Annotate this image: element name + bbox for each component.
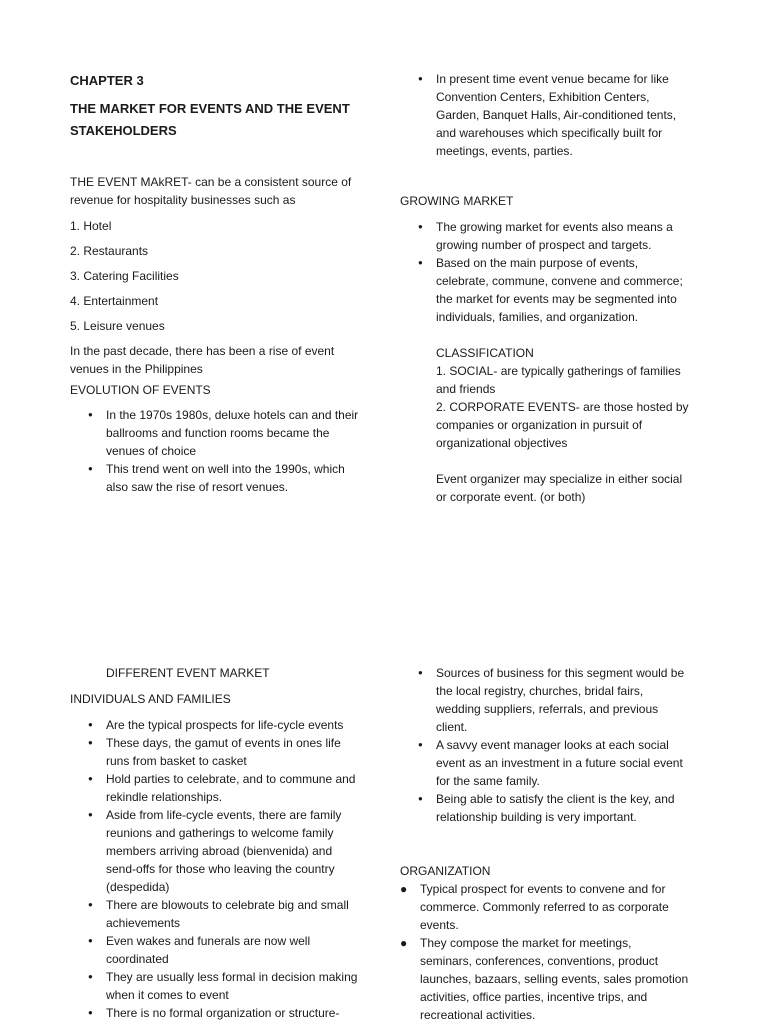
- classification-heading: CLASSIFICATION: [436, 346, 534, 360]
- organization-list: [400, 880, 730, 1024]
- bullet-line: ● Hold parties to celebrate, and to commune and: [106, 772, 356, 786]
- classification-line: companies or organization in pursuit of: [436, 418, 643, 432]
- bullet-line: ● Aside from life-cycle events, there are family: [106, 808, 342, 822]
- classification-line: organizational objectives: [436, 436, 568, 450]
- bullet-line: the market for events may be segmented into: [436, 292, 677, 306]
- bullet-line: ● Even wakes and funerals are now well: [106, 934, 311, 948]
- chapter-label: CHAPTER 3: [70, 73, 144, 88]
- bullet-line: meetings, events, parties.: [436, 144, 573, 158]
- organizer-line: or corporate event. (or both): [436, 490, 586, 504]
- classification-line: 1. SOCIAL- are typically gatherings of families: [436, 364, 681, 378]
- bullet-line: ● There are blowouts to celebrate big and small: [106, 898, 349, 912]
- bullet-line: recreational activities.: [420, 1008, 536, 1022]
- classification-line: 2. CORPORATE EVENTS- are those hosted by: [436, 400, 689, 414]
- bullet-line: also saw the rise of resort venues.: [106, 480, 289, 494]
- intro-line1: THE EVENT MAkRET- can be a consistent source of: [70, 175, 352, 189]
- bullet-line: rekindle relationships.: [106, 790, 223, 804]
- bullet-line: ● Sources of business for this segment would be: [436, 666, 685, 680]
- list-item: [70, 896, 390, 932]
- bullet-line: growing number of prospect and targets.: [436, 238, 652, 252]
- list-item: [400, 934, 730, 1024]
- bullet-line: ● In present time event venue became for like: [436, 72, 669, 86]
- bullet-line: ● Typical prospect for events to convene and for: [420, 882, 666, 896]
- bullet-line: Convention Centers, Exhibition Centers,: [436, 90, 650, 104]
- organizer-line: Event organizer may specialize in either social: [436, 472, 683, 486]
- bullet-line: ● Are the typical prospects for life-cycle events: [106, 718, 344, 732]
- chapter-title-line1: THE MARKET FOR EVENTS AND THE EVENT: [70, 101, 350, 116]
- bullet-line: launches, bazaars, selling events, sales promotion: [420, 972, 689, 986]
- chapter-title-line2: STAKEHOLDERS: [70, 123, 177, 138]
- venue-list-item: 1. Hotel: [70, 219, 112, 233]
- bullet-line: wedding suppliers, referrals, and previous: [436, 702, 659, 716]
- list-item: [400, 70, 730, 160]
- bullet-line: ● Being able to satisfy the client is the key, and: [436, 792, 675, 806]
- bullet-line: the local registry, churches, bridal fairs,: [436, 684, 644, 698]
- bullet-line: ● Based on the main purpose of events,: [436, 256, 639, 270]
- bullet-line: (despedida): [106, 880, 170, 894]
- bullet-line: ● This trend went on well into the 1990s, which: [106, 462, 345, 476]
- list-item: [70, 716, 390, 734]
- bullet-line: Garden, Banquet Halls, Air-conditioned tents,: [436, 108, 677, 122]
- bullet-line: ● There is no formal organization or structure-: [106, 1006, 340, 1020]
- bullet-line: client.: [436, 720, 468, 734]
- evolution-heading: EVOLUTION OF EVENTS: [70, 383, 211, 397]
- bullet-line: activities, office parties, incentive trips, and: [420, 990, 648, 1004]
- list-item: [70, 932, 390, 968]
- list-item: [400, 664, 730, 736]
- bullet-line: coordinated: [106, 952, 169, 966]
- bullet-line: send-offs for those who leaving the country: [106, 862, 335, 876]
- page2-right-column: [400, 664, 730, 1024]
- bullet-line: ● A savvy event manager looks at each social: [436, 738, 669, 752]
- venue-list-item: 4. Entertainment: [70, 294, 159, 308]
- classification-line: and friends: [436, 382, 496, 396]
- list-item: [70, 1004, 390, 1022]
- bullet-line: seminars, conferences, conventions, product: [420, 954, 659, 968]
- list-item: [400, 254, 730, 326]
- bullet-line: achievements: [106, 916, 181, 930]
- page1-right-column: [400, 70, 730, 506]
- different-market-heading: DIFFERENT EVENT MARKET: [106, 666, 270, 680]
- bullet-line: commerce. Commonly referred to as corporate: [420, 900, 669, 914]
- bullet-line: celebrate, commune, convene and commerce;: [436, 274, 683, 288]
- past-decade-line2: venues in the Philippines: [70, 362, 203, 376]
- growing-market-list: [400, 218, 730, 326]
- past-decade-line1: In the past decade, there has been a rise of event: [70, 344, 335, 358]
- classification-block: [400, 344, 730, 506]
- bullet-line: ● In the 1970s 1980s, deluxe hotels can and their: [106, 408, 359, 422]
- bullet-line: ● The growing market for events also means a: [436, 220, 673, 234]
- growing-market-heading: GROWING MARKET: [400, 194, 514, 208]
- bullet-line: for the same family.: [436, 774, 540, 788]
- bullet-line: event as an investment in a future social event: [436, 756, 683, 770]
- bullet-line: ballrooms and function rooms became the: [106, 426, 330, 440]
- bullet-line: relationship building is very important.: [436, 810, 637, 824]
- bullet-line: ● These days, the gamut of events in ones life: [106, 736, 341, 750]
- venue-list-item: 2. Restaurants: [70, 244, 149, 258]
- list-item: [70, 406, 390, 460]
- organization-heading: ORGANIZATION: [400, 864, 491, 878]
- individuals-families-heading: INDIVIDUALS AND FAMILIES: [70, 692, 231, 706]
- intro-line2: revenue for hospitality businesses such as: [70, 193, 296, 207]
- list-item: [70, 968, 390, 1004]
- bullet-line: ● They are usually less formal in decision making: [106, 970, 358, 984]
- bullet-line: and warehouses which specifically built for: [436, 126, 663, 140]
- list-item: [400, 218, 730, 254]
- bullet-line: when it comes to event: [106, 988, 229, 1002]
- list-item: [70, 734, 390, 770]
- evolution-list: [70, 406, 390, 496]
- list-item: [400, 880, 730, 934]
- page1-left-column: [70, 70, 390, 496]
- list-item: [400, 736, 730, 790]
- bullet-line: ● They compose the market for meetings,: [420, 936, 632, 950]
- venue-present-list: [400, 70, 730, 160]
- bullet-line: reunions and gatherings to welcome family: [106, 826, 334, 840]
- list-item: [400, 790, 730, 826]
- bullet-line: events.: [420, 918, 459, 932]
- social-segment-list: [400, 664, 730, 826]
- individuals-families-list: [70, 716, 390, 1022]
- bullet-line: members arriving abroad (bienvenida) and: [106, 844, 333, 858]
- venue-list-item: 5. Leisure venues: [70, 319, 165, 333]
- page2-left-column: [70, 664, 390, 1022]
- list-item: [70, 770, 390, 806]
- bullet-line: individuals, families, and organization.: [436, 310, 639, 324]
- bullet-line: runs from basket to casket: [106, 754, 247, 768]
- list-item: [70, 806, 390, 896]
- venue-list-item: 3. Catering Facilities: [70, 269, 179, 283]
- list-item: [70, 460, 390, 496]
- bullet-line: venues of choice: [106, 444, 197, 458]
